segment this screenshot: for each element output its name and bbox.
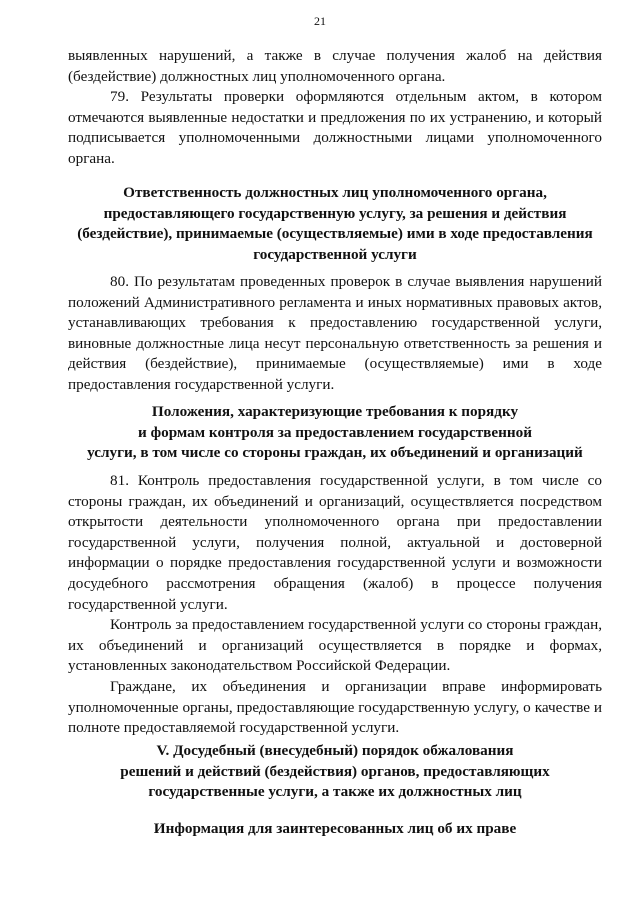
heading-line: государственные услуги, а также их должностных лиц xyxy=(148,783,522,801)
paragraph-81: 81. Контроль предоставления государственной услуги, в том числе со стороны граждан, их объединений и организаций, осуществляется посредством открытости деятельности уполномоченного органа при предоставлении государственной услуги, получения полной, актуальной и достоверной информации о порядке предоставления государственной услуги и возможности досудебного рассмотрения обращения (жалоб) в процессе получения государственной услуги. xyxy=(68,472,602,613)
heading-line: и формам контроля за предоставлением государственной xyxy=(138,423,532,441)
paragraph-79: 79. Результаты проверки оформляются отдельным актом, в котором отмечаются выявленные недостатки и предложения по их устранению, и который подписывается уполномоченными должностными лицами уполномоченного органа. xyxy=(68,88,602,167)
heading-line: государственной услуги xyxy=(253,245,417,263)
heading-line: (бездействие), принимаемые (осуществляемые) ими в ходе предоставления xyxy=(77,225,593,243)
paragraph-control-citizens: Контроль за предоставлением государственной услуги со стороны граждан, их объединений и организаций осуществляется в порядке и формах, установленных законодательством Российской Федерации. xyxy=(68,616,602,675)
heading-line: услуги, в том числе со стороны граждан, их объединений и организаций xyxy=(87,444,583,462)
paragraph-80: 80. По результатам проведенных проверок в случае выявления нарушений положений Административного регламента и иных нормативных правовых актов, устанавливающих требования к предоставлению государственной услуги, виновные должностные лица несут персональную ответственность за решения и действия (бездействие), принимаемые (осуществляемые) ими в ходе предоставления государственной услуги. xyxy=(68,273,602,393)
section-heading-appeal xyxy=(60,741,610,803)
page-number: 21 xyxy=(314,14,326,28)
heading-line: V. Досудебный (внесудебный) порядок обжалования xyxy=(156,742,514,759)
text-block-2 xyxy=(68,272,602,396)
text-block-1 xyxy=(68,46,602,170)
section-heading-responsibility xyxy=(60,183,610,265)
heading-line: предоставляющего государственную услугу, за решения и действия xyxy=(103,204,567,222)
heading-line: Информация для заинтересованных лиц об их праве xyxy=(153,820,517,837)
heading-line: Положения, характеризующие требования к порядку xyxy=(151,403,519,420)
text-block-3 xyxy=(68,471,602,739)
section-heading-control xyxy=(60,402,610,464)
section-heading-information xyxy=(60,819,610,840)
heading-line: решений и действий (бездействия) органов, предоставляющих xyxy=(120,762,550,780)
heading-line: Ответственность должностных лиц уполномоченного органа, xyxy=(123,184,547,201)
paragraph-citizens-inform: Граждане, их объединения и организации вправе информировать уполномоченные органы, предоставляющие государственную услугу, о качестве и полноте предоставляемой государственной услуги. xyxy=(68,677,602,737)
paragraph-continuation: выявленных нарушений, а также в случае получения жалоб на действия (бездействие) должностных лиц уполномоченного органа. xyxy=(68,47,602,85)
